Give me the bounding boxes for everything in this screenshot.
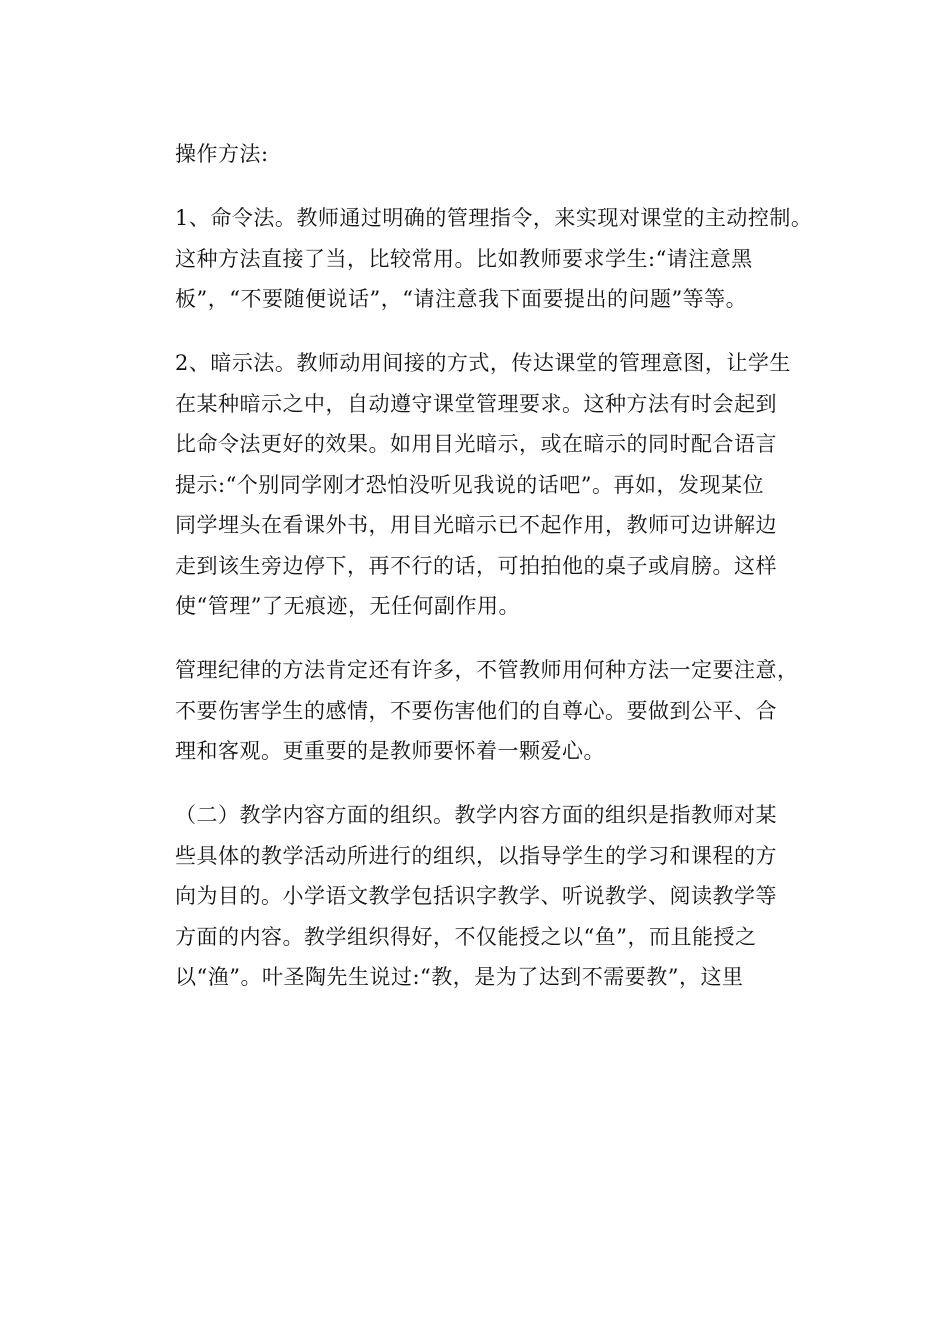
document-body (175, 134, 835, 998)
text-line: 管理纪律的方法肯定还有许多，不管教师用何种方法一定要注意， (175, 658, 799, 682)
text-line: 以“渔”。叶圣陶先生说过:“教，是为了达到不需要教”，这里 (175, 965, 744, 989)
text-line: 这种方法直接了当，比较常用。比如教师要求学生:“请注意黑 (175, 246, 753, 271)
text-line: 比命令法更好的效果。如用目光暗示，或在暗示的同时配合语言 (175, 432, 777, 456)
text-line: 操作方法: (175, 142, 269, 166)
text-line: 在某种暗示之中，自动遵守课堂管理要求。这种方法有时会起到 (175, 391, 777, 416)
text-line: 同学埋头在看课外书，用目光暗示已不起作用，教师可边讲解边 (175, 513, 777, 537)
text-line: 2、暗示法。教师动用间接的方式，传达课堂的管理意图，让学生 (175, 351, 791, 375)
text-line: 方面的内容。教学组织得好，不仅能授之以“鱼”，而且能授之 (175, 924, 757, 949)
text-line: 理和客观。更重要的是教师要怀着一颗爱心。 (175, 739, 605, 763)
text-line: 不要伤害学生的感情，不要伤害他们的自尊心。要做到公平、合 (175, 698, 777, 723)
text-line: 走到该生旁边停下，再不行的话，可拍拍他的桌子或肩膀。这样 (175, 553, 777, 578)
text-line: 提示:“个别同学刚才恐怕没听见我说的话吧”。再如，发现某位 (175, 472, 765, 497)
paragraph-heading (175, 134, 835, 175)
text-line: 向为目的。小学语文教学包括识字教学、听说教学、阅读教学等 (175, 884, 777, 908)
paragraph-discipline-summary (175, 650, 835, 772)
text-line: 使“管理”了无痕迹，无任何副作用。 (175, 594, 520, 618)
text-line: 板”，“不要随便说话”，“请注意我下面要提出的问题”等等。 (175, 287, 748, 311)
paragraph-content-organization (175, 795, 835, 998)
text-line: 1、命令法。教师通过明确的管理指令，来实现对课堂的主动控制。 (175, 206, 813, 230)
text-line: （二）教学内容方面的组织。教学内容方面的组织是指教师对某 (175, 803, 777, 827)
paragraph-hint-method (175, 343, 835, 627)
paragraph-command-method (175, 198, 835, 320)
text-line: 些具体的教学活动所进行的组织，以指导学生的学习和课程的方 (175, 843, 777, 868)
